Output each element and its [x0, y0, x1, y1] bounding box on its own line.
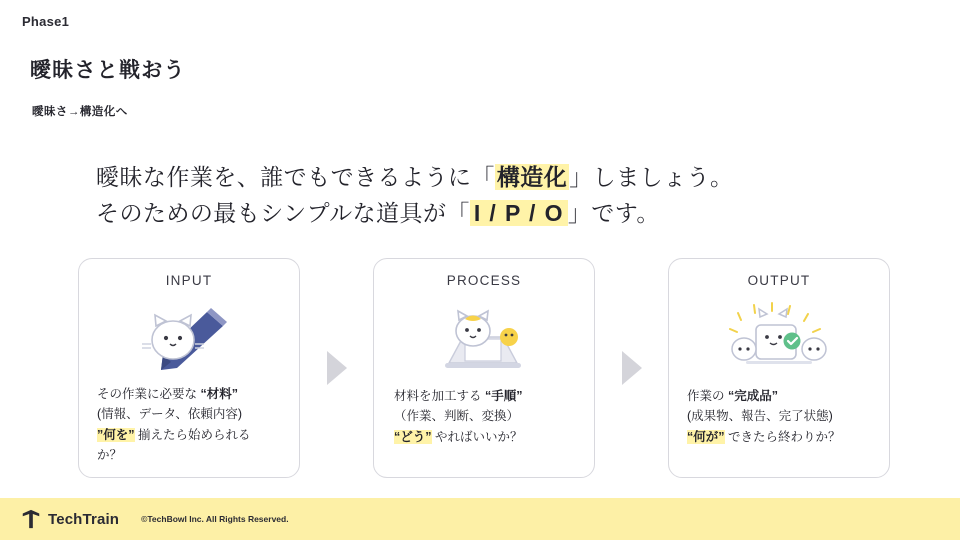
arrow-process-to-output [595, 258, 668, 478]
page-subtitle: 曖昧さ→構造化へ [32, 106, 128, 118]
arrow-right-icon [327, 351, 347, 385]
lead-line-2-post: 」です。 [567, 199, 660, 226]
techtrain-logo-icon [20, 508, 42, 530]
lead-text [96, 160, 733, 231]
card-process-line-3 [394, 427, 576, 447]
card-output-line-2: (成果物、報告、完了状態) [687, 409, 833, 424]
cat-with-pen-icon [91, 294, 287, 384]
lead-line-1-post: 」しましょう。 [569, 164, 734, 190]
text-highlight: “何が” [687, 429, 725, 444]
card-input [78, 258, 300, 478]
text: 揃えたら始められる [134, 427, 251, 442]
phase-label: Phase1 [22, 14, 70, 29]
text-highlight: “どう” [394, 429, 432, 444]
card-process-body [386, 386, 582, 447]
text-emphasis: “材料” [200, 387, 238, 401]
text: 作業の [687, 389, 728, 403]
card-input-body [91, 384, 287, 465]
arrow-right-icon [622, 351, 642, 385]
lead-line-2 [96, 196, 733, 232]
lead-highlight-structuring: 構造化 [496, 164, 568, 190]
lead-line-2-pre: そのための最もシンプルな道具が「 [96, 199, 470, 226]
text: できたら終わりか？ [724, 429, 841, 444]
page-title: 曖昧さと戦おう [30, 59, 186, 82]
text: 材料を加工する [394, 389, 485, 403]
text-highlight: ”何を” [97, 427, 135, 442]
card-output-line-1 [687, 386, 871, 406]
lead-highlight-ipo: I / P / O [470, 200, 568, 226]
lead-line-1-pre: 曖昧な作業を、誰でもできるように「 [96, 164, 495, 190]
card-output-title: OUTPUT [747, 273, 811, 288]
footer-bar [0, 498, 960, 540]
card-process-line-2: （作業、判断、変換） [394, 409, 520, 424]
card-process-line-1 [394, 386, 576, 406]
text-emphasis: “完成品” [727, 389, 778, 403]
ipo-card-group [78, 258, 890, 478]
brand-logo [20, 508, 119, 530]
brand-name: TechTrain [48, 510, 120, 528]
card-input-line-3 [97, 425, 281, 445]
text: その作業に必要な [97, 387, 201, 401]
copyright-text: ©TechBowl Inc. All Rights Reserved. [141, 514, 289, 524]
cats-celebrating-icon [681, 294, 877, 386]
lead-line-1 [96, 160, 733, 196]
card-input-line-4: か？ [97, 447, 123, 462]
card-process-title: PROCESS [446, 273, 522, 288]
card-input-line-1 [97, 384, 281, 404]
card-input-line-2: (情報、データ、依頼内容) [97, 407, 243, 422]
arrow-input-to-process [300, 258, 373, 478]
card-input-title: INPUT [165, 273, 213, 288]
card-output [668, 258, 890, 478]
text: やればいいか？ [431, 429, 523, 444]
card-output-body [681, 386, 877, 447]
card-process [373, 258, 595, 478]
card-output-line-3 [687, 427, 871, 447]
text-emphasis: “手順” [484, 389, 523, 403]
cat-with-laptop-icon [386, 294, 582, 386]
